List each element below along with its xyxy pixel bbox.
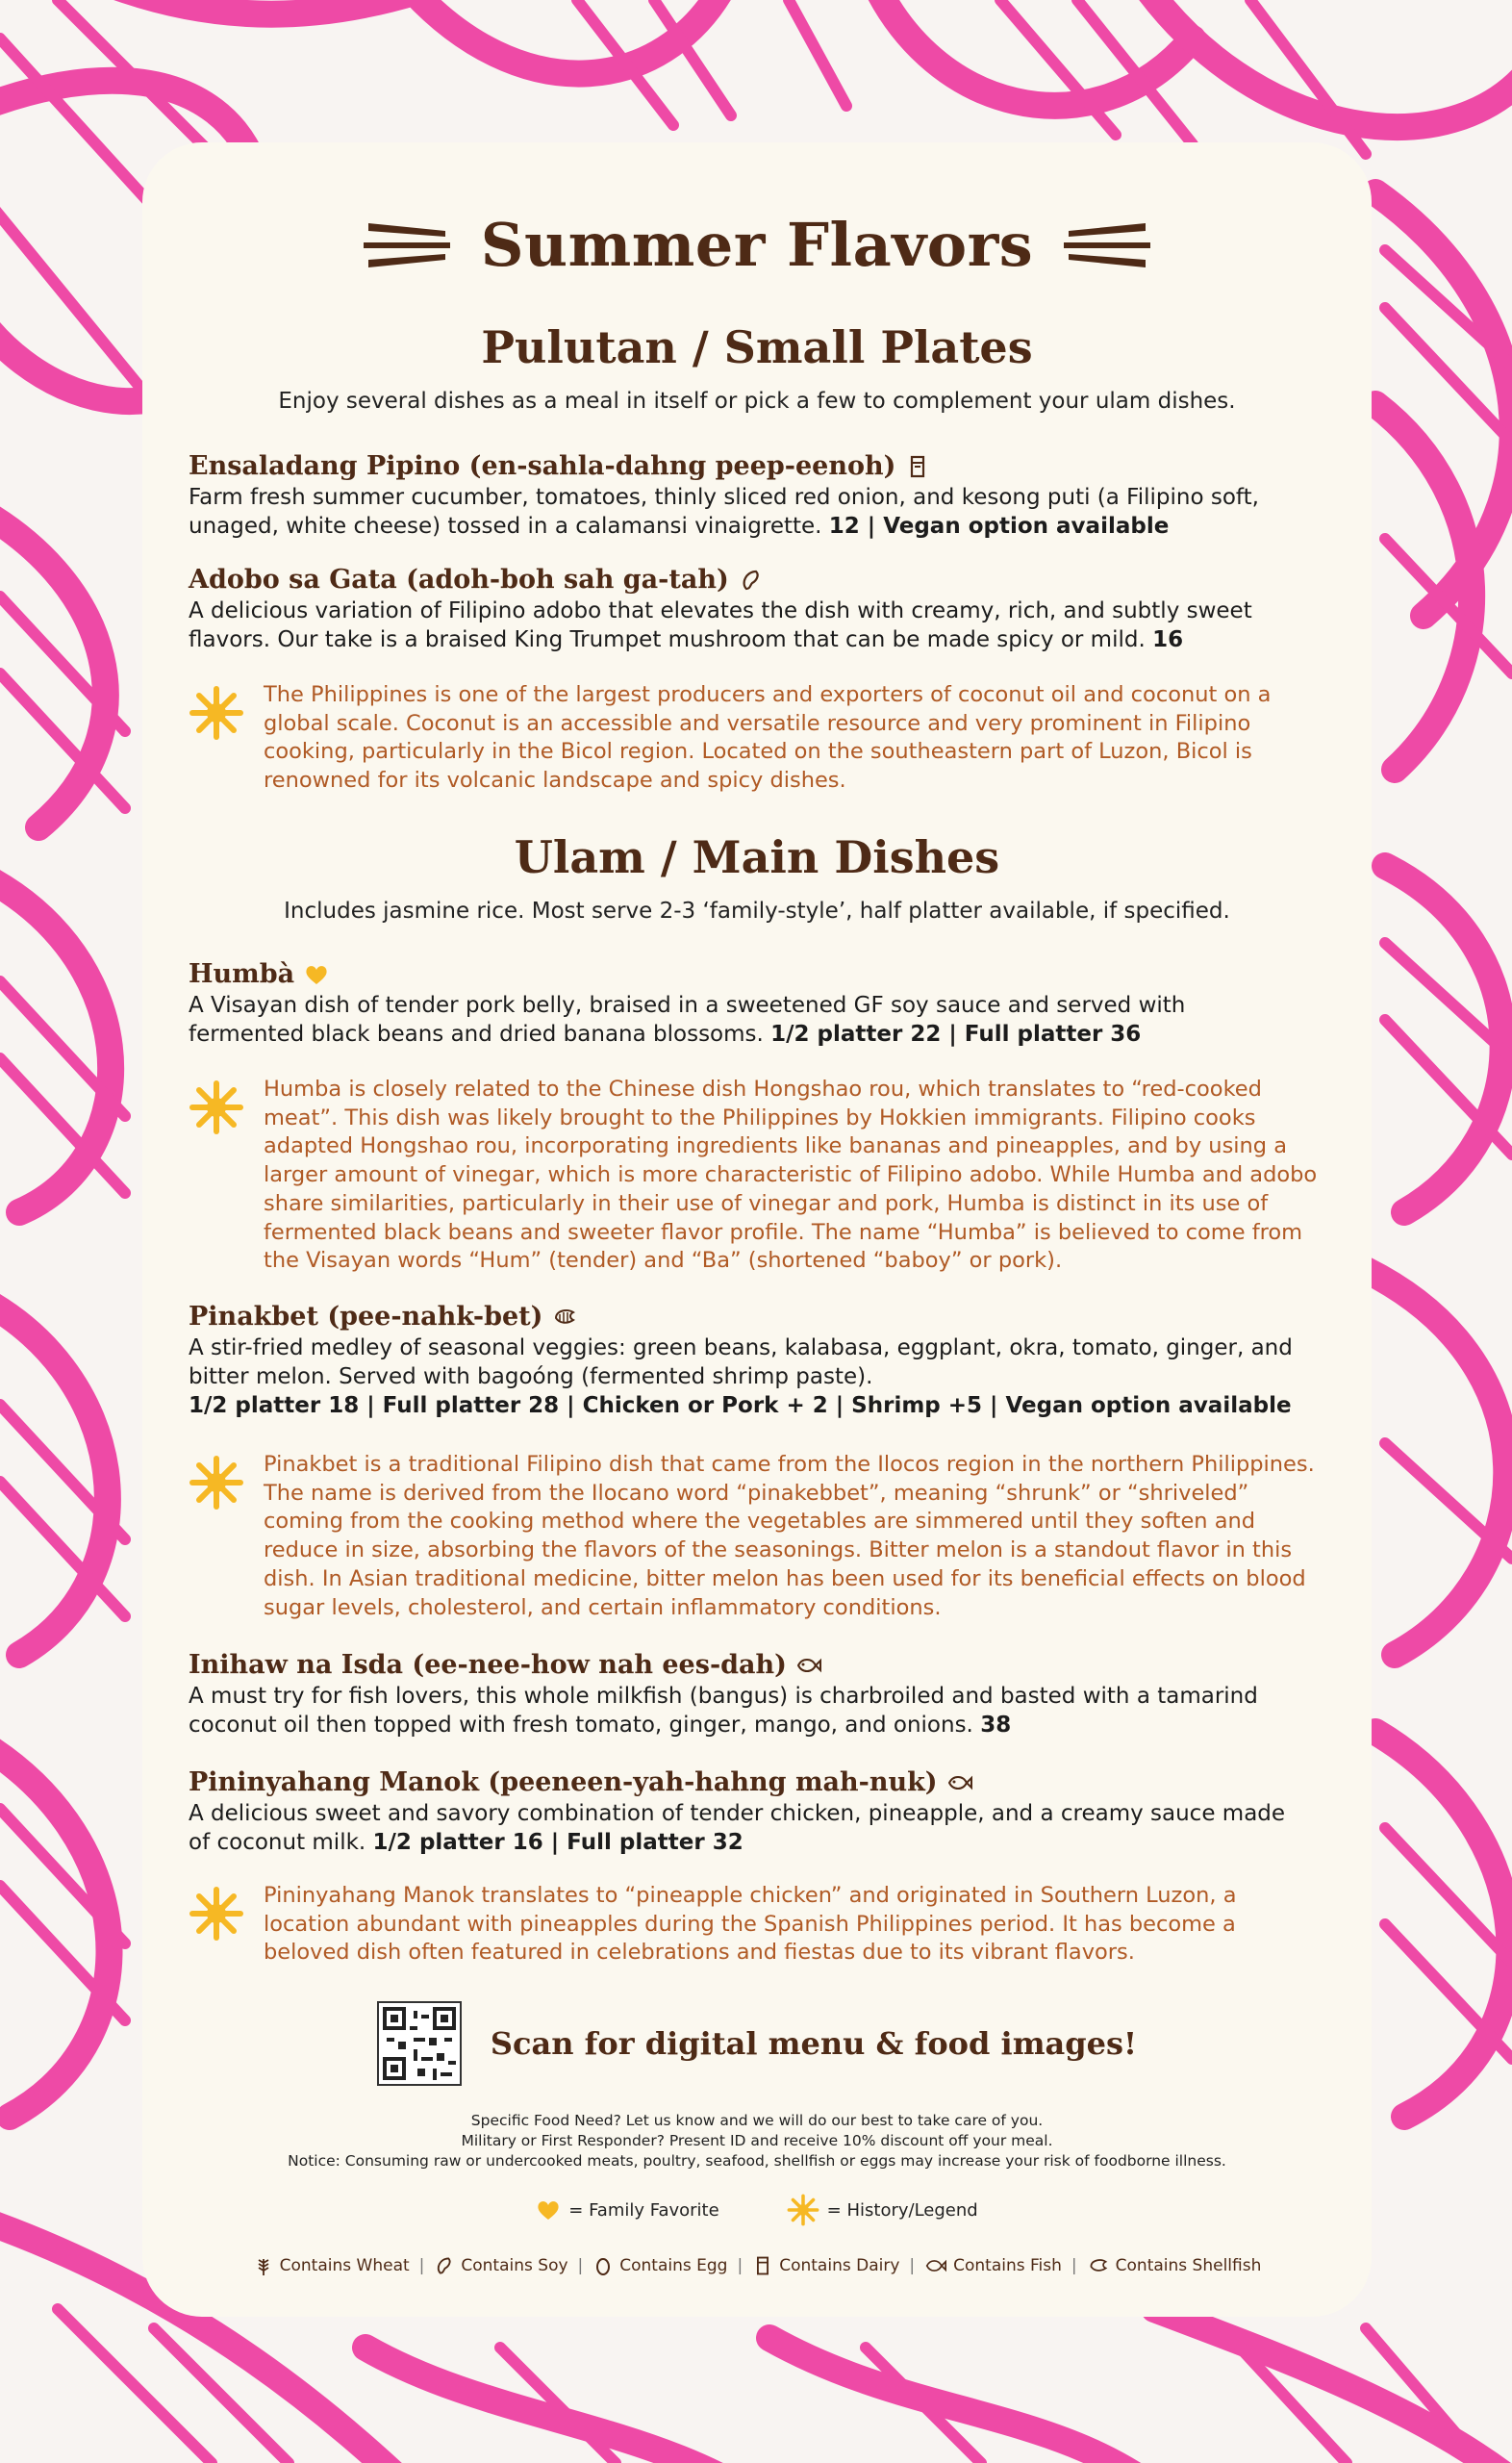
section-title-ulam: Ulam / Main Dishes xyxy=(514,831,1000,883)
menu-item-ensaladang-pipino xyxy=(189,450,1323,541)
item-desc-line: A stir-fried medley of seasonal veggies: green beans, kalabasa, eggplant, okra, tomato, ginger, and xyxy=(189,1335,1293,1360)
menu-item-inihaw-na-isda xyxy=(189,1649,1323,1739)
item-name: Ensaladang Pipino (en-sahla-dahng peep-eenoh) xyxy=(189,451,896,481)
heart-icon xyxy=(536,2197,561,2222)
history-note-coconut xyxy=(189,681,1323,796)
history-note-text: Pininyahang Manok translates to “pineapple chicken” and originated in Southern Luzon, a location abundant with pineapples during the Spanish Philippines period. It has become a beloved dish often featured in celebrations and fiestas due to its vibrant flavors. xyxy=(264,1883,1237,1966)
item-name: Humbà xyxy=(189,959,295,989)
fine-print-line: Notice: Consuming raw or undercooked meats, poultry, seafood, shellfish or eggs may increase your risk of foodborne illness. xyxy=(288,2152,1226,2170)
history-note-text: Pinakbet is a traditional Filipino dish that came from the Ilocos region in the northern Philippines. The name is derived from the Ilocano word “pinakebbet”, meaning “shrunk” or “shriveled” coming from the cooking method where the vegetables are simmered until they soften and reduce in size, absorbing the flavors of the seasonings. Bitter melon is a standout flavor in this dish. In Asian traditional medicine, bitter melon has been used for its beneficial effects on blood sugar levels, cholesterol, and certain inflammatory conditions. xyxy=(264,1452,1315,1620)
item-desc-line: flavors. Our take is a braised King Trumpet mushroom that can be made spicy or mild. xyxy=(189,627,1146,652)
item-price: 1/2 platter 22 | Full platter 36 xyxy=(770,1022,1142,1047)
fine-print-line: Specific Food Need? Let us know and we will do our best to take care of you. xyxy=(470,2112,1044,2129)
sun-icon xyxy=(787,2194,819,2226)
soy-icon xyxy=(739,568,764,593)
allergen-label: Contains Wheat xyxy=(279,2256,410,2275)
section-subtitle-pulutan: Enjoy several dishes as a meal in itself or pick a few to complement your ulam dishes. xyxy=(278,389,1236,414)
item-price: 12 | Vegan option available xyxy=(828,514,1170,539)
sun-icon xyxy=(189,1886,244,1942)
item-desc-line: unaged, white cheese) tossed in a calamansi vinaigrette. xyxy=(189,514,822,539)
menu-item-pininyahang-manok xyxy=(189,1766,1323,1857)
left-decoration-icon xyxy=(364,217,450,273)
scan-text: Scan for digital menu & food images! xyxy=(490,2025,1138,2062)
dairy-icon xyxy=(752,2255,773,2276)
item-name: Adobo sa Gata (adoh-boh sah ga-tah) xyxy=(189,565,729,595)
qr-row xyxy=(142,2001,1372,2086)
item-desc-line: bitter melon. Served with bagoóng (fermented shrimp paste). xyxy=(189,1364,873,1389)
allergen-label: Contains Egg xyxy=(619,2256,728,2275)
allergen-label: Contains Shellfish xyxy=(1115,2256,1262,2275)
fish-icon xyxy=(947,1770,972,1795)
item-desc-line: Farm fresh summer cucumber, tomatoes, thinly sliced red onion, and kesong puti (a Filipino soft, xyxy=(189,485,1259,510)
page-title: Summer Flavors xyxy=(480,210,1034,280)
allergen-key: Contains Wheat | Contains Soy | Contains Egg | Contains Dairy | Contains Fish | Contains Shellfish xyxy=(142,2255,1372,2276)
soy-icon xyxy=(434,2255,455,2276)
item-name: Inihaw na Isda (ee-nee-how nah ees-dah) xyxy=(189,1650,787,1680)
item-desc-line: coconut oil then topped with fresh tomato, ginger, mango, and onions. xyxy=(189,1713,973,1738)
item-price: 1/2 platter 16 | Full platter 32 xyxy=(372,1830,743,1855)
item-desc-line: fermented black beans and dried banana blossoms. xyxy=(189,1022,764,1047)
history-note-humba xyxy=(189,1076,1323,1276)
item-desc-line: A delicious sweet and savory combination of tender chicken, pineapple, and a creamy sauce made xyxy=(189,1801,1286,1826)
item-desc-line: A delicious variation of Filipino adobo that elevates the dish with creamy, rich, and subtly sweet xyxy=(189,598,1252,623)
fish-icon xyxy=(796,1653,821,1678)
history-note-text: The Philippines is one of the largest producers and exporters of coconut oil and coconut on a global scale. Coconut is an accessible and versatile resource and very prominent in Filipino cooking, particularly in the Bicol region. Located on the southeastern part of Luzon, Bicol is renowned for its volcanic landscape and spicy dishes. xyxy=(264,682,1272,794)
menu-item-adobo-sa-gata xyxy=(189,564,1323,654)
qr-code[interactable] xyxy=(377,2001,462,2086)
fine-print-line: Military or First Responder? Present ID and receive 10% discount off your meal. xyxy=(461,2132,1053,2149)
egg-icon xyxy=(592,2255,614,2276)
legend-family: = Family Favorite xyxy=(568,2199,719,2221)
legend xyxy=(142,2194,1372,2226)
history-note-pininyahang xyxy=(189,1882,1323,1968)
allergen-label: Contains Soy xyxy=(461,2256,568,2275)
item-name: Pinakbet (pee-nahk-bet) xyxy=(189,1302,543,1332)
item-price: 1/2 platter 18 | Full platter 28 | Chicken or Pork + 2 | Shrimp +5 | Vegan option available xyxy=(189,1393,1292,1418)
allergen-label: Contains Dairy xyxy=(779,2256,900,2275)
sun-icon xyxy=(189,685,244,741)
heart-icon xyxy=(304,962,329,987)
dairy-icon xyxy=(905,454,930,479)
item-desc-line: A must try for fish lovers, this whole milkfish (bangus) is charbroiled and basted with a tamarind xyxy=(189,1684,1258,1709)
item-name: Pininyahang Manok (peeneen-yah-hahng mah-nuk) xyxy=(189,1767,938,1797)
item-desc-line: A Visayan dish of tender pork belly, braised in a sweetened GF soy sauce and served with xyxy=(189,993,1186,1018)
fish-icon xyxy=(924,2255,947,2276)
menu-item-humba xyxy=(189,958,1323,1049)
history-note-pinakbet xyxy=(189,1451,1323,1622)
sun-icon xyxy=(189,1455,244,1511)
item-desc-line: of coconut milk. xyxy=(189,1830,366,1855)
allergen-label: Contains Fish xyxy=(953,2256,1062,2275)
section-title-pulutan: Pulutan / Small Plates xyxy=(481,321,1033,373)
menu-item-pinakbet xyxy=(189,1301,1323,1420)
legend-history: = History/Legend xyxy=(826,2199,978,2221)
title-row xyxy=(142,210,1372,280)
shellfish-icon xyxy=(552,1305,577,1330)
section-subtitle-ulam: Includes jasmine rice. Most serve 2-3 ‘family-style’, half platter available, if specified. xyxy=(284,899,1230,924)
item-price: 16 xyxy=(1152,627,1184,652)
menu-card xyxy=(142,142,1372,2317)
sun-icon xyxy=(189,1079,244,1135)
right-decoration-icon xyxy=(1064,217,1150,273)
item-price: 38 xyxy=(980,1713,1012,1738)
history-note-text: Humba is closely related to the Chinese dish Hongshao rou, which translates to “red-cooked meat”. This dish was likely brought to the Philippines by Hokkien immigrants. Filipino cooks adapted Hongshao rou, incorporating ingredients like bananas and pineapples, and by using a larger amount of vinegar, which is more characteristic of Filipino adobo. While Humba and adobo share similarities, particularly in their use of vinegar and pork, Humba is distinct in its use of fermented black beans and sweeter flavor profile. The name “Humba” is believed to come from the Visayan words “Hum” (tender) and “Ba” (shortened “baboy” or pork). xyxy=(264,1077,1318,1274)
wheat-icon xyxy=(253,2255,274,2276)
shellfish-icon xyxy=(1087,2255,1110,2276)
fine-print xyxy=(142,2111,1372,2171)
